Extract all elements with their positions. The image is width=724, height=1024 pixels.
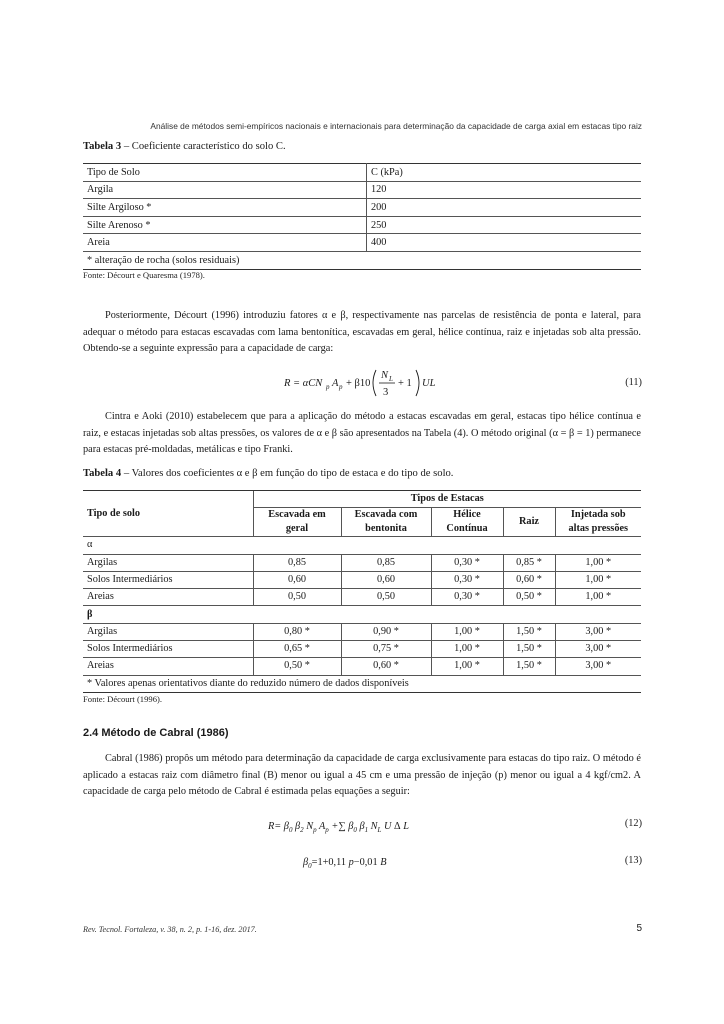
table4-cell: 0,50 [253,589,341,606]
table-row [83,606,641,623]
table3-header-soil: Tipo de Solo [83,164,367,182]
equation-13: $\beta_0=1+0,11$ p−0,01 B [303,857,387,871]
table4-cell: 1,00 * [431,658,503,675]
table4-cell: 1,00 * [555,571,641,588]
table4-cell: 0,90 * [341,623,431,640]
equation-12: $R= \beta_0$ $\beta_2$ $N_p$ $A_p$ +∑ $\beta_0$ $\beta_1$ $N_L$ U Δ L [268,821,409,835]
eq11-sub-p2: p [339,383,343,391]
table4-cell: 0,50 * [253,658,341,675]
table4-cell: 0,50 [341,589,431,606]
table4-header-col: Injetada sob altas pressões [555,508,641,537]
table4-cell: 0,60 [341,571,431,588]
table4-cell: 0,30 * [431,571,503,588]
table3-cell: Silte Argiloso * [83,199,367,217]
table3-caption [83,141,286,152]
table-row [83,623,641,640]
table4-cell: 1,00 * [431,641,503,658]
table3-cell: Areia [83,234,367,252]
table-row [83,554,641,571]
table3-note: * alteração de rocha (solos residuais) [83,251,641,269]
table-row [83,251,641,269]
table3-caption-label: Tabela 3 [83,141,122,152]
paragraph-3 [83,751,641,801]
table3-header-c: C (kPa) [367,164,642,182]
table4-cell: 0,30 * [431,554,503,571]
table4-cell: Areias [83,589,253,606]
table-row [83,641,641,658]
table3-cell: Silte Arenoso * [83,216,367,234]
paragraph-3-text: Cabral (1986) propôs um método para determinação da capacidade de carga exclusivamente para estacas do tipo raiz. O método é aplicado a estacas raiz com diâmetro final (B) menor ou igual a 45 cm e uma pressão de injeção (p) menor ou igual a 4 kgf/cm2. A capacidade de carga pelo método de Cabral é estimada pelas equações a seguir: [83,753,641,798]
table4-header-group: Tipos de Estacas [253,491,641,508]
table3-cell: 200 [367,199,642,217]
table4-cell: 0,65 * [253,641,341,658]
table4-cell: 0,60 * [503,571,555,588]
table4-cell: 1,50 * [503,658,555,675]
table4-cell: 0,30 * [431,589,503,606]
equation-11-number: (11) [625,377,642,388]
table4-cell: Areias [83,658,253,675]
table4-header-col: Escavada em geral [253,508,341,537]
table4-cell: 0,85 * [503,554,555,571]
table4-cell: 1,00 * [431,623,503,640]
eq11-right-paren [416,370,419,396]
table4-cell: 3,00 * [555,623,641,640]
eq11-sub-p: p [326,383,330,391]
table-row [83,216,641,234]
eq11-ul: UL [422,378,436,389]
eq11-left-paren [373,370,376,396]
table4-caption-text: – Valores dos coeficientes α e β em função do tipo de estaca e do tipo de solo. [121,468,454,479]
equation-12-number: (12) [624,818,642,829]
table4-cell: 0,75 * [341,641,431,658]
table4-cell: 0,80 * [253,623,341,640]
table3-caption-text: – Coeficiente característico do solo C. [121,141,286,152]
table3 [83,163,641,270]
table4-cell: 1,00 * [555,554,641,571]
eq11-nl: N [381,370,389,381]
eq11-denominator: 3 [383,387,389,398]
table4-cell: 0,85 [341,554,431,571]
table-row [83,199,641,217]
table4-cell: 0,60 * [341,658,431,675]
table4-cell: Solos Intermediários [83,571,253,588]
table-row [83,234,641,252]
eq11-plus: + β10 [346,378,371,389]
table-row [83,589,641,606]
eq11-lhs: R = αCN [284,378,323,389]
paragraph-1-text: Posteriormente, Décourt (1996) introduziu fatores α e β, respectivamente nas parcelas de resistência de ponta e lateral, para adequar o método para estacas escavadas com lama bentonítica, escavadas em geral, hélice contínua, raiz e injetadas sob alta pressão. Obtendo-se a seguinte expressão para a capacidade de carga: [83,310,641,355]
table4-caption [83,468,453,479]
footer-citation: Rev. Tecnol. Fortaleza, v. 38, n. 2, p. 1-16, dez. 2017. [83,925,257,934]
table3-cell: 120 [367,181,642,199]
table4-cell: Argilas [83,554,253,571]
section-title: 2.4 Método de Cabral (1986) [83,727,229,739]
paragraph-2 [83,409,641,459]
table4-beta-label: β [83,606,641,623]
table-row [83,164,641,182]
table-row [83,658,641,675]
table4-cell: 0,60 [253,571,341,588]
table3-cell: 400 [367,234,642,252]
table4-cell: Solos Intermediários [83,641,253,658]
table4-header-soil: Tipo de solo [83,491,253,537]
table4-cell: 1,50 * [503,623,555,640]
table4-caption-label: Tabela 4 [83,468,122,479]
paragraph-2-text: Cintra e Aoki (2010) estabelecem que para a aplicação do método a estacas escavadas em geral, estacas tipo hélice contínua e raiz, e estacas injetadas sob altas pressões, os valores de α e β são apresentados na Tabela (4). O método original (α = β = 1) permanece para estacas pré-moldadas, metálicas e tipo Franki. [83,411,641,456]
table4-header-col: Raiz [503,508,555,537]
table4-cell: 3,00 * [555,641,641,658]
table-row [83,571,641,588]
eq11-ap: A [332,378,339,389]
equation-13-number: (13) [624,855,642,866]
table3-source: Fonte: Décourt e Quaresma (1978). [83,270,205,280]
eq11-sub-l: L [389,375,393,383]
table3-cell: Argila [83,181,367,199]
table-row [83,181,641,199]
table4-cell: 0,50 * [503,589,555,606]
table-row [83,537,641,554]
running-header: Análise de métodos semi-empíricos nacionais e internacionais para determinação da capacidade de carga axial em estacas tipo raiz [150,121,642,131]
page-number: 5 [636,923,642,934]
table3-cell: 250 [367,216,642,234]
table4-header-col: Hélice Contínua [431,508,503,537]
table4-cell: 0,85 [253,554,341,571]
table4-cell: 3,00 * [555,658,641,675]
table4-header-col: Escavada com bentonita [341,508,431,537]
eq11-plus-one: + 1 [398,378,412,389]
equation-11 [282,366,442,400]
table4-source: Fonte: Décourt (1996). [83,694,162,704]
table4 [83,490,641,693]
table-row [83,491,641,508]
table4-cell: Argilas [83,623,253,640]
table4-note: * Valores apenas orientativos diante do reduzido número de dados disponíveis [83,675,641,692]
table4-alpha-label: α [83,537,641,554]
table4-cell: 1,50 * [503,641,555,658]
paragraph-1 [83,308,641,358]
table4-cell: 1,00 * [555,589,641,606]
table-row [83,675,641,692]
